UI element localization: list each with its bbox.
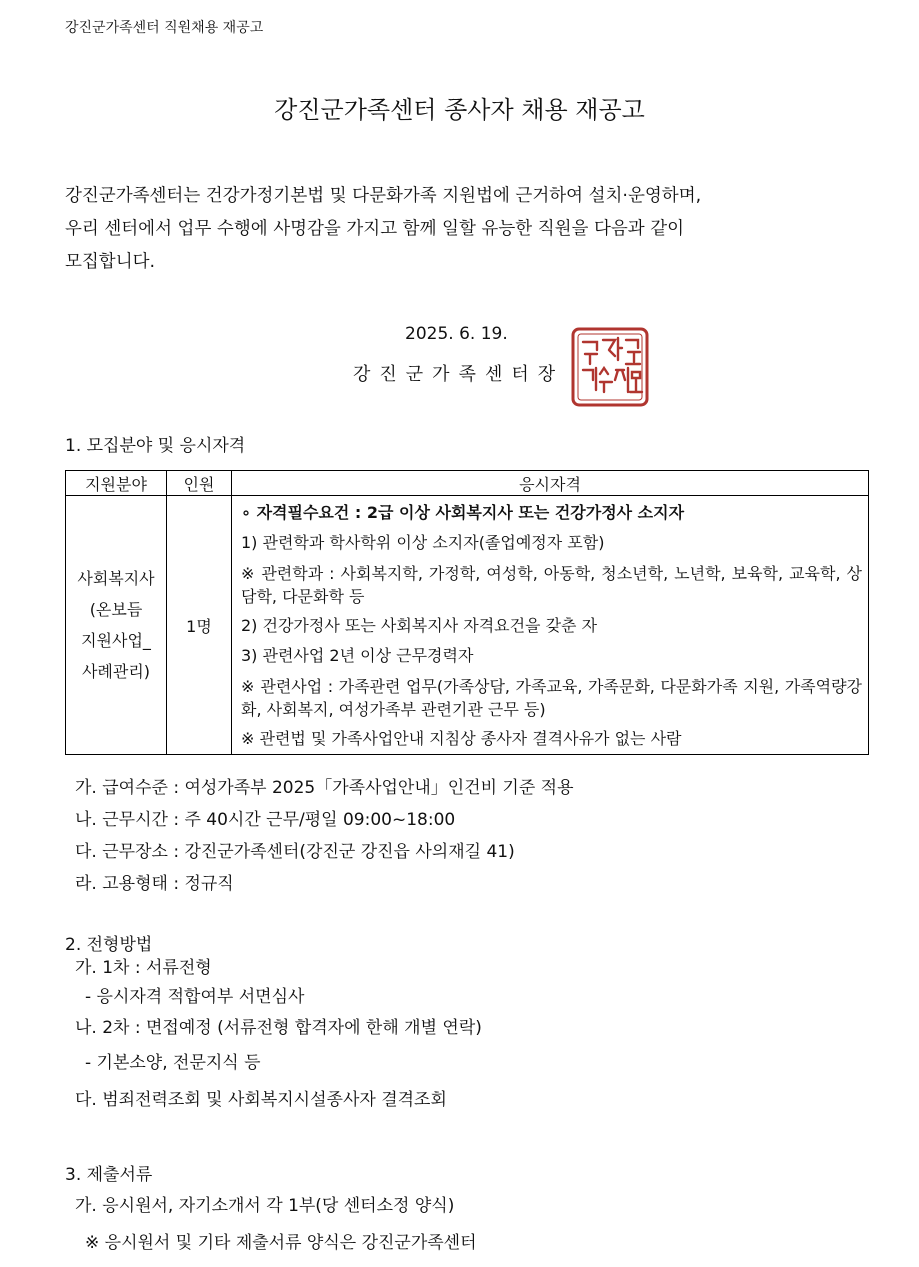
table-row bbox=[66, 496, 869, 755]
document-header: 강진군가족센터 직원채용 재공고 bbox=[65, 20, 264, 36]
field-line: 지원사업_ bbox=[81, 631, 151, 650]
document-note: ※ 응시원서 및 기타 제출서류 양식은 강진군가족센터 bbox=[85, 1233, 477, 1253]
qualification-note: ※ 관련사업 : 가족관련 업무(가족상담, 가족교육, 가족문화, 다문화가족 지원, 가족역량강화, 사회복지, 여성가족부 관련기관 근무 등) bbox=[241, 677, 862, 719]
condition-item: 나. 근무시간 : 주 40시간 근무/평일 09:00~18:00 bbox=[75, 810, 456, 830]
qualification-note: ※ 관련학과 : 사회복지학, 가정학, 여성학, 아동학, 청소년학, 노년학, 보육학, 교육학, 상담학, 다문화학 등 bbox=[241, 564, 862, 606]
qualifications-cell bbox=[232, 496, 869, 755]
section-3-heading: 3. 제출서류 bbox=[65, 1165, 153, 1185]
intro-line: 우리 센터에서 업무 수행에 사명감을 가지고 함께 일할 유능한 직원을 다음과 같이 bbox=[65, 219, 685, 239]
section-2-heading: 2. 전형방법 bbox=[65, 935, 153, 955]
condition-item: 라. 고용형태 : 정규직 bbox=[75, 874, 234, 894]
qualification-note: ※ 관련법 및 가족사업안내 지침상 종사자 결격사유가 없는 사람 bbox=[241, 729, 682, 748]
field-line: 사회복지사 bbox=[77, 569, 155, 588]
screening-detail: - 응시자격 적합여부 서면심사 bbox=[85, 987, 305, 1007]
headcount-cell: 1명 bbox=[167, 496, 232, 755]
condition-item: 가. 급여수준 : 여성가족부 2025「가족사업안내」인건비 기준 적용 bbox=[75, 778, 574, 798]
intro-line: 강진군가족센터는 건강가정기본법 및 다문화가족 지원법에 근거하여 설치·운영하며, bbox=[65, 186, 702, 206]
field-line: (온보듬 bbox=[89, 600, 143, 619]
qualification-table bbox=[65, 470, 869, 755]
field-cell bbox=[66, 496, 167, 755]
table-header: 인원 bbox=[167, 471, 232, 496]
page-title: 강진군가족센터 종사자 채용 재공고 bbox=[274, 96, 645, 124]
qualification-item: 3) 관련사업 2년 이상 근무경력자 bbox=[241, 646, 474, 665]
table-header: 응시자격 bbox=[232, 471, 869, 496]
organization-signature: 강진군가족센터장 bbox=[353, 364, 565, 385]
official-seal bbox=[570, 326, 650, 408]
announcement-date: 2025. 6. 19. bbox=[405, 324, 508, 344]
qualification-item: 2) 건강가정사 또는 사회복지사 자격요건을 갖춘 자 bbox=[241, 616, 598, 635]
screening-step: 다. 범죄전력조회 및 사회복지시설종사자 결격조회 bbox=[75, 1090, 447, 1110]
field-line: 사례관리) bbox=[81, 662, 151, 681]
section-1-heading: 1. 모집분야 및 응시자격 bbox=[65, 436, 246, 456]
intro-line: 모집합니다. bbox=[65, 252, 156, 272]
condition-item: 다. 근무장소 : 강진군가족센터(강진군 강진읍 사의재길 41) bbox=[75, 842, 515, 862]
screening-detail: - 기본소양, 전문지식 등 bbox=[85, 1053, 261, 1073]
table-header-row bbox=[66, 471, 869, 496]
qualification-item: 1) 관련학과 학사학위 이상 소지자(졸업예정자 포함) bbox=[241, 533, 605, 552]
screening-step: 가. 1차 : 서류전형 bbox=[75, 958, 212, 978]
document-item: 가. 응시원서, 자기소개서 각 1부(당 센터소정 양식) bbox=[75, 1196, 455, 1216]
intro-paragraph bbox=[65, 180, 867, 279]
required-qualification: ∘ 자격필수요건 : 2급 이상 사회복지사 또는 건강가정사 소지자 bbox=[241, 503, 685, 522]
table-header: 지원분야 bbox=[66, 471, 167, 496]
screening-step: 나. 2차 : 면접예정 (서류전형 합격자에 한해 개별 연락) bbox=[75, 1018, 482, 1038]
